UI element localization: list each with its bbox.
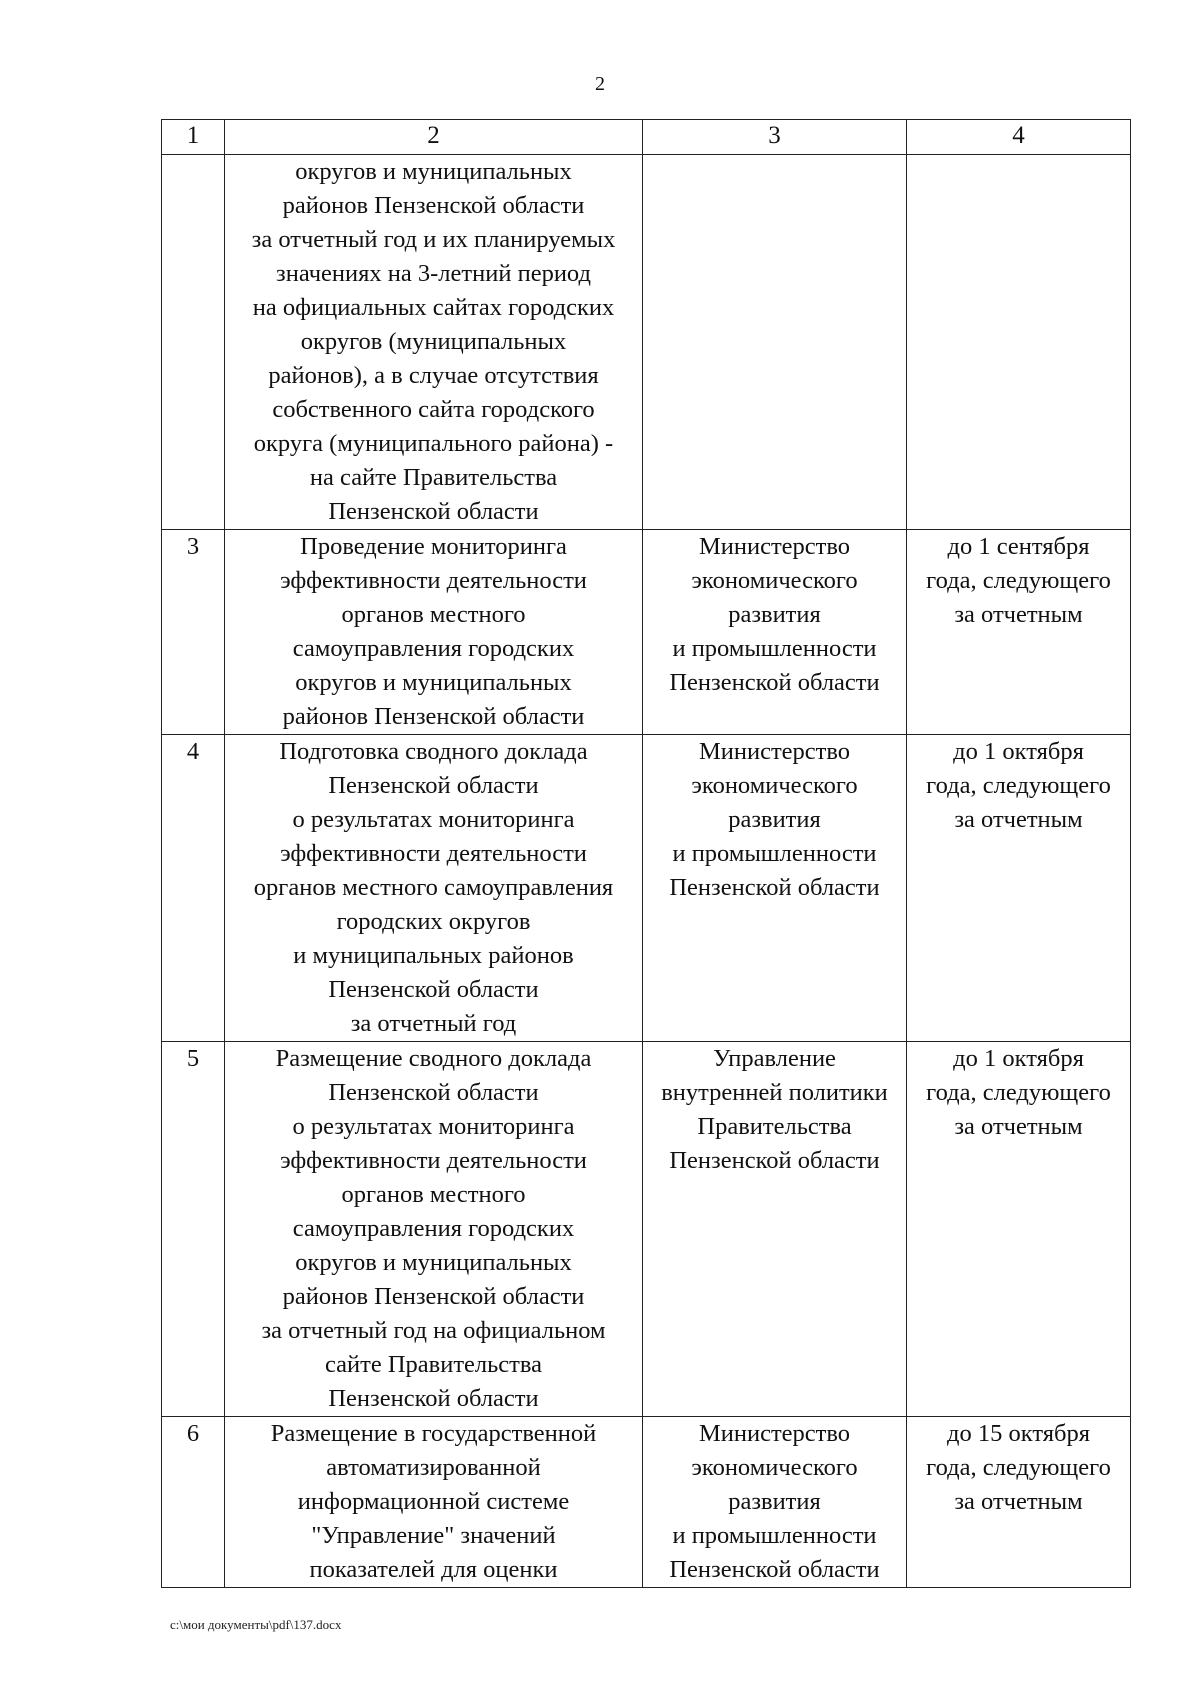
header-cell-col4: 4: [907, 120, 1131, 155]
row-number-cell: 4: [162, 735, 225, 1042]
description-line: районов Пензенской области: [282, 192, 585, 219]
header-cell-col2: 2: [225, 120, 643, 155]
description-line: Размещение сводного доклада: [275, 1045, 592, 1072]
table-row: [162, 1042, 1131, 1417]
description-line: о результатах мониторинга: [292, 1113, 575, 1140]
description-cell: [225, 735, 643, 1042]
deadline-line: до 1 сентября: [947, 533, 1090, 560]
deadline-line: за отчетным: [954, 806, 1083, 833]
responsible-line: развития: [728, 1488, 821, 1515]
deadline-cell: [907, 530, 1131, 735]
events-table: [161, 119, 1131, 1588]
description-cell: [225, 530, 643, 735]
deadline-line: года, следующего: [926, 772, 1111, 799]
description-cell: [225, 1417, 643, 1588]
page-number: 2: [595, 73, 605, 95]
description-line: информационной системе: [297, 1488, 570, 1515]
responsible-cell: [643, 1417, 907, 1588]
description-line: городских округов: [336, 908, 531, 935]
responsible-line: развития: [728, 601, 821, 628]
responsible-cell: [643, 155, 907, 530]
responsible-line: Министерство: [698, 738, 851, 765]
description-line: органов местного самоуправления: [253, 874, 614, 901]
description-line: округов (муниципальных: [300, 328, 567, 355]
description-line: сайте Правительства: [324, 1351, 543, 1378]
table-row: [162, 1417, 1131, 1588]
description-line: и муниципальных районов: [293, 942, 574, 969]
row-number-cell: 5: [162, 1042, 225, 1417]
description-line: округа (муниципального района) -: [253, 430, 614, 457]
responsible-line: Пензенской области: [669, 1556, 880, 1583]
description-line: органов местного: [341, 601, 526, 628]
description-line: показателей для оценки: [309, 1556, 558, 1583]
description-line: районов), а в случае отсутствия: [268, 362, 599, 389]
description-line: эффективности деятельности: [280, 567, 587, 594]
deadline-line: года, следующего: [926, 1079, 1111, 1106]
description-line: Пензенской области: [328, 772, 539, 799]
row-number-cell: 3: [162, 530, 225, 735]
responsible-line: экономического: [691, 1454, 858, 1481]
description-line: Пензенской области: [328, 976, 539, 1003]
responsible-line: экономического: [691, 567, 858, 594]
description-line: округов и муниципальных: [295, 1249, 572, 1276]
description-line: самоуправления городских: [292, 635, 575, 662]
description-line: Пензенской области: [328, 1079, 539, 1106]
responsible-line: Пензенской области: [669, 874, 880, 901]
description-line: на официальных сайтах городских: [252, 294, 615, 321]
description-line: "Управление" значений: [311, 1522, 556, 1549]
responsible-cell: [643, 735, 907, 1042]
description-line: автоматизированной: [326, 1454, 541, 1481]
deadline-line: до 15 октября: [947, 1420, 1090, 1447]
responsible-line: развития: [728, 806, 821, 833]
deadline-line: до 1 октября: [953, 738, 1084, 765]
description-cell: [225, 155, 643, 530]
deadline-cell: [907, 1042, 1131, 1417]
description-line: эффективности деятельности: [280, 840, 587, 867]
description-line: Размещение в государственной: [270, 1420, 597, 1447]
table-header-row: [162, 120, 1131, 155]
deadline-line: до 1 октября: [953, 1045, 1084, 1072]
responsible-line: экономического: [691, 772, 858, 799]
header-cell-col1: 1: [162, 120, 225, 155]
deadline-line: за отчетным: [954, 1113, 1083, 1140]
description-line: Подготовка сводного доклада: [279, 738, 588, 765]
description-line: на сайте Правительства: [309, 464, 558, 491]
responsible-line: Министерство: [698, 1420, 851, 1447]
description-line: самоуправления городских: [292, 1215, 575, 1242]
description-line: Проведение мониторинга: [300, 533, 567, 560]
deadline-line: за отчетным: [954, 1488, 1083, 1515]
responsible-line: и промышленности: [672, 635, 877, 662]
header-cell-col3: 3: [643, 120, 907, 155]
responsible-line: Управление: [713, 1045, 836, 1072]
responsible-line: Правительства: [697, 1113, 852, 1140]
description-line: Пензенской области: [328, 498, 539, 525]
description-line: значениях на 3-летний период: [276, 260, 591, 287]
row-number-cell: [162, 155, 225, 530]
description-line: за отчетный год на официальном: [261, 1317, 606, 1344]
responsible-line: Пензенской области: [669, 1147, 880, 1174]
description-line: собственного сайта городского: [272, 396, 595, 423]
description-line: округов и муниципальных: [295, 669, 572, 696]
footer-file-path: c:\мои документы\pdf\137.docx: [170, 1617, 342, 1632]
description-line: органов местного: [341, 1181, 526, 1208]
description-line: районов Пензенской области: [282, 1283, 585, 1310]
description-line: районов Пензенской области: [282, 703, 585, 730]
deadline-line: года, следующего: [926, 567, 1111, 594]
responsible-line: Министерство: [698, 533, 851, 560]
responsible-line: и промышленности: [672, 840, 877, 867]
table-row: [162, 155, 1131, 530]
description-line: эффективности деятельности: [280, 1147, 587, 1174]
deadline-cell: [907, 155, 1131, 530]
description-line: за отчетный год: [350, 1010, 517, 1037]
responsible-cell: [643, 530, 907, 735]
table-row: [162, 735, 1131, 1042]
description-line: Пензенской области: [328, 1385, 539, 1412]
deadline-cell: [907, 1417, 1131, 1588]
responsible-cell: [643, 1042, 907, 1417]
responsible-line: и промышленности: [672, 1522, 877, 1549]
responsible-line: Пензенской области: [669, 669, 880, 696]
deadline-cell: [907, 735, 1131, 1042]
description-cell: [225, 1042, 643, 1417]
description-line: округов и муниципальных: [295, 158, 572, 185]
description-line: за отчетный год и их планируемых: [251, 226, 616, 253]
row-number-cell: 6: [162, 1417, 225, 1588]
table-row: [162, 530, 1131, 735]
deadline-line: года, следующего: [926, 1454, 1111, 1481]
description-line: о результатах мониторинга: [292, 806, 575, 833]
deadline-line: за отчетным: [954, 601, 1083, 628]
responsible-line: внутренней политики: [661, 1079, 888, 1106]
